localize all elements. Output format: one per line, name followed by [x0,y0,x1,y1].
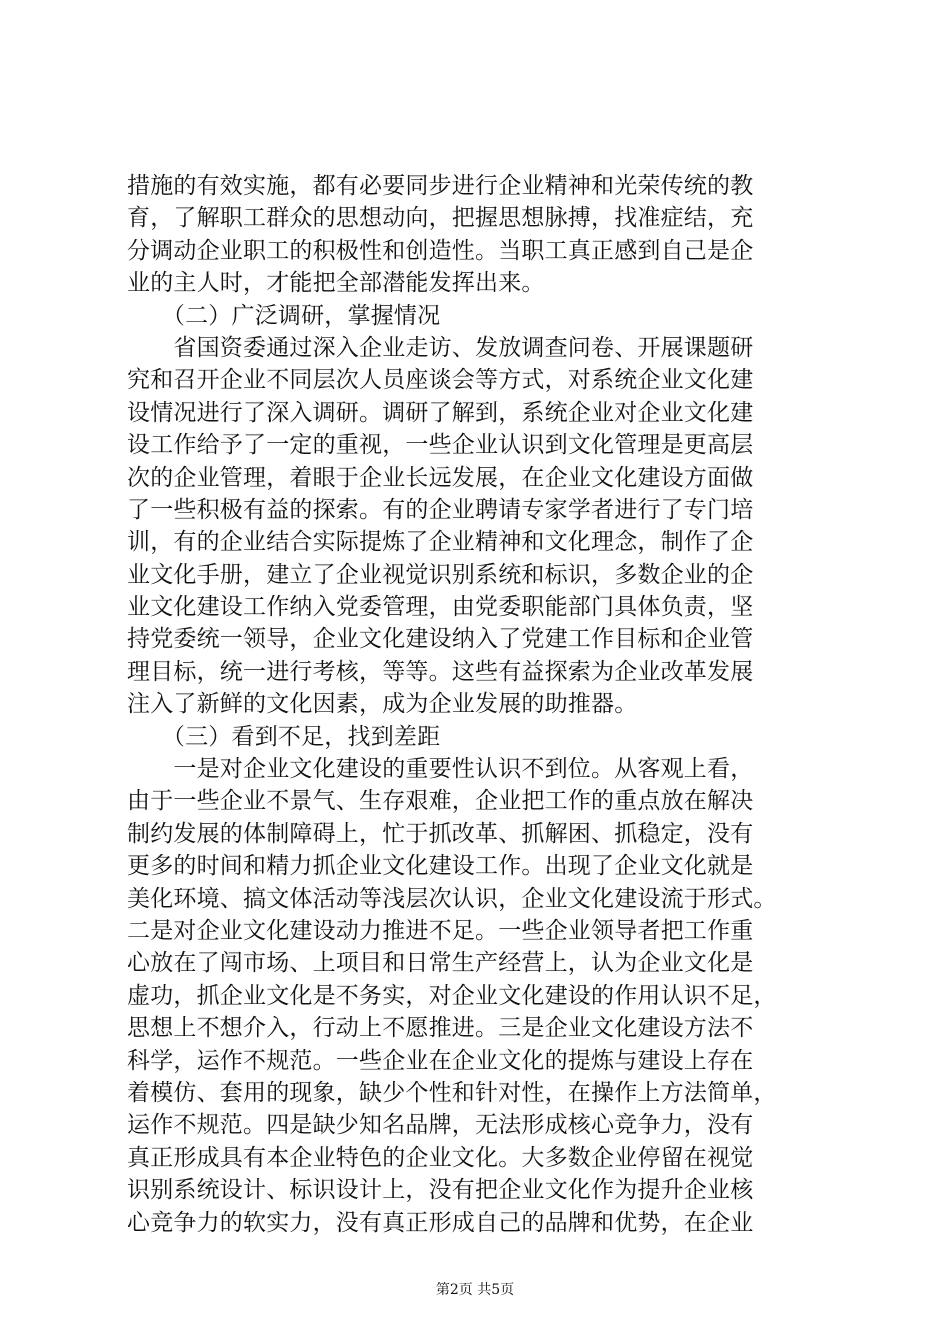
text-line: 次的企业管理，着眼于企业长远发展，在企业文化建设方面做 [127,464,754,491]
text-line: 分调动企业职工的积极性和创造性。当职工真正感到自己是企 [127,237,754,264]
text-line: 运作不规范。四是缺少知名品牌，无法形成核心竞争力，没有 [127,1112,754,1139]
text-line: 一是对企业文化建设的重要性认识不到位。从客观上看， [127,756,754,783]
text-line: 持党委统一领导，企业文化建设纳入了党建工作目标和企业管 [127,626,754,653]
text-line: 究和召开企业不同层次人员座谈会等方式，对系统企业文化建 [127,367,754,394]
text-line: 科学，运作不规范。一些企业在企业文化的提炼与建设上存在 [127,1047,754,1074]
text-line: （三）看到不足，找到差距 [127,723,441,750]
text-line: 了一些积极有益的探索。有的企业聘请专家学者进行了专门培 [127,496,754,523]
text-line: 设工作给予了一定的重视，一些企业认识到文化管理是更高层 [127,432,754,459]
page-footer: 第2页 共5页 [435,1282,515,1298]
text-line: 识别系统设计、标识设计上，没有把企业文化作为提升企业核 [127,1177,754,1204]
text-line: 训，有的企业结合实际提炼了企业精神和文化理念，制作了企 [127,529,754,556]
text-line: 制约发展的体制障碍上，忙于抓改革、抓解困、抓稳定，没有 [127,820,754,847]
text-line: 思想上不想介入，行动上不愿推进。三是企业文化建设方法不 [127,1015,754,1042]
text-line: 心竞争力的软实力，没有真正形成自己的品牌和优势，在企业 [127,1209,754,1236]
body-text [127,170,832,1239]
text-line: 业文化手册，建立了企业视觉识别系统和标识，多数企业的企 [127,561,754,588]
text-line: 心放在了闯市场、上项目和日常生产经营上，认为企业文化是 [127,950,754,977]
text-line: 更多的时间和精力抓企业文化建设工作。出现了企业文化就是 [127,853,754,880]
text-line: 育，了解职工群众的思想动向，把握思想脉搏，找准症结，充 [127,205,754,232]
text-line: 设情况进行了深入调研。调研了解到，系统企业对企业文化建 [127,399,754,426]
text-line: 业的主人时，才能把全部潜能发挥出来。 [127,270,545,297]
text-line: 由于一些企业不景气、生存艰难，企业把工作的重点放在解决 [127,788,754,815]
text-line: 省国资委通过深入企业走访、发放调查问卷、开展课题研 [127,334,754,361]
text-line: 措施的有效实施，都有必要同步进行企业精神和光荣传统的教 [127,173,754,199]
text-line: 二是对企业文化建设动力推进不足。一些企业领导者把工作重 [127,917,754,944]
text-line: （二）广泛调研，掌握情况 [127,302,441,329]
text-line: 真正形成具有本企业特色的企业文化。大多数企业停留在视觉 [127,1144,754,1171]
text-line: 注入了新鲜的文化因素，成为企业发展的助推器。 [127,691,638,718]
text-line: 虚功，抓企业文化是不务实，对企业文化建设的作用认识不足， [127,982,777,1009]
text-line: 理目标，统一进行考核，等等。这些有益探索为企业改革发展 [127,658,754,685]
text-line: 业文化建设工作纳入党委管理，由党委职能部门具体负责，坚 [127,594,754,621]
text-line: 着模仿、套用的现象，缺少个性和针对性，在操作上方法简单， [127,1079,777,1106]
text-line: 美化环境、搞文体活动等浅层次认识，企业文化建设流于形式。 [127,885,777,912]
